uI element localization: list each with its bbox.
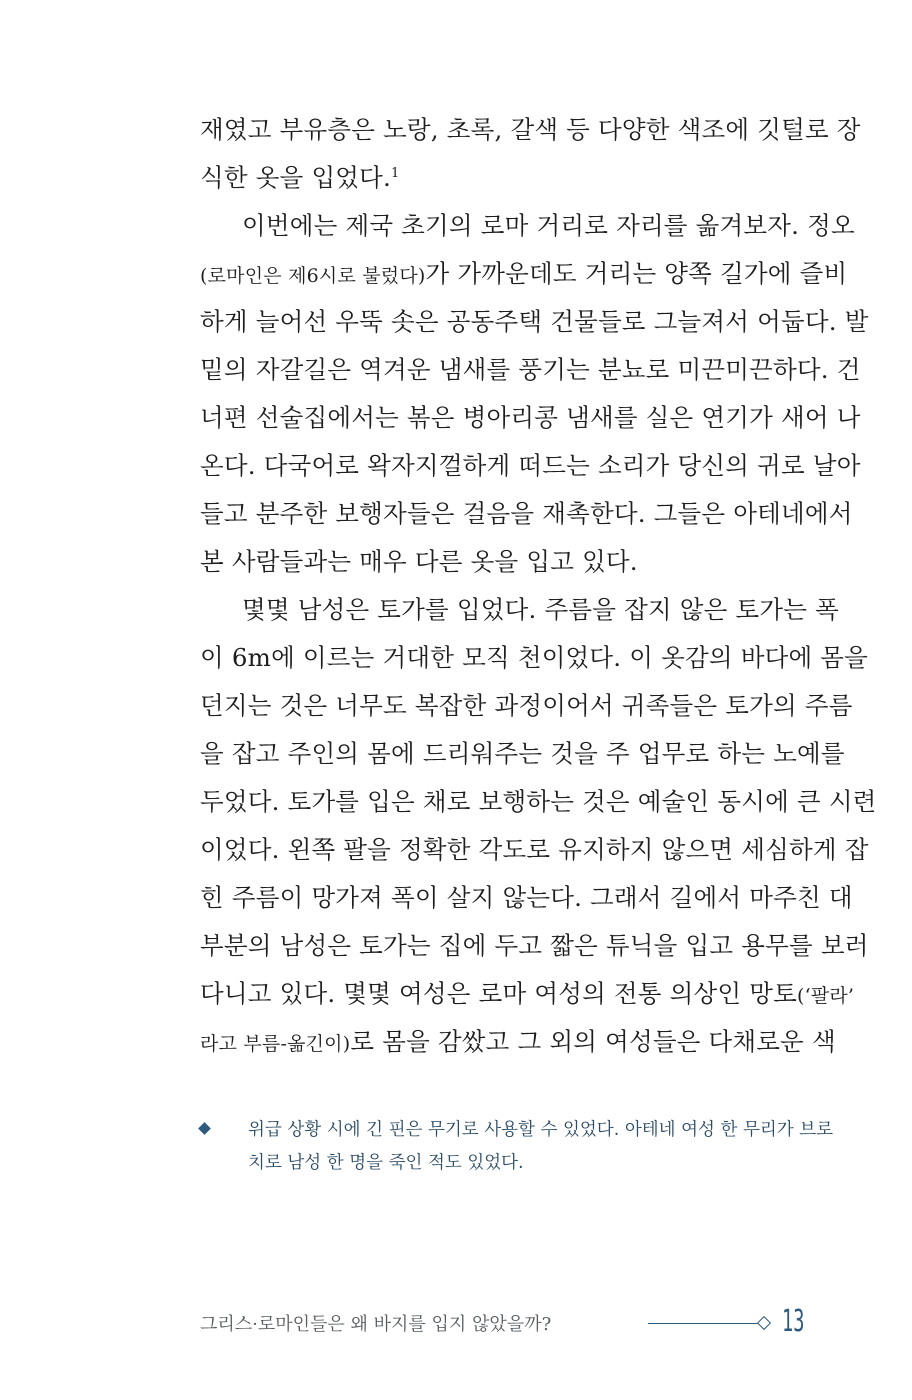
text-line: 본 사람들과는 매우 다른 옷을 입고 있다.: [200, 547, 638, 576]
diamond-bullet-icon: [198, 1122, 211, 1135]
footer-rule: [648, 1323, 758, 1324]
text-line: 온다. 다국어로 왁자지껄하게 떠드는 소리가 당신의 귀로 날아: [200, 451, 861, 480]
page-number: 13: [782, 1304, 805, 1339]
text-line: 두었다. 토가를 입은 채로 보행하는 것은 예술인 동시에 큰 시련: [200, 787, 877, 816]
text-line: 힌 주름이 망가져 폭이 살지 않는다. 그래서 길에서 마주친 대: [200, 883, 853, 912]
parenthetical-note: (로마인은 제6시로 불렀다): [200, 265, 426, 287]
text-line: 던지는 것은 너무도 복잡한 과정이어서 귀족들은 토가의 주름: [200, 691, 853, 720]
text-line: (로마인은 제6시로 불렀다)가 가까운데도 거리는 양쪽 길가에 즐비: [200, 259, 848, 288]
text-line: 재였고 부유층은 노랑, 초록, 갈색 등 다양한 색조에 깃털로 장: [200, 115, 861, 144]
text-line: 이었다. 왼쪽 팔을 정확한 각도로 유지하지 않으면 세심하게 잡: [200, 835, 869, 864]
text-line: 식한 옷을 입었다.$^1$: [200, 163, 400, 192]
footnote-line: 치로 남성 한 명을 죽인 적도 있었다.: [248, 1153, 524, 1173]
text-line: 몇몇 남성은 토가를 입었다. 주름을 잡지 않은 토가는 폭: [242, 595, 839, 624]
text-line: 라고 부름-옮긴이)로 몸을 감쌌고 그 외의 여성들은 다채로운 색: [200, 1027, 836, 1056]
text-line: 다니고 있다. 몇몇 여성은 로마 여성의 전통 의상인 망토(‘팔라’: [200, 979, 855, 1008]
text-line: 부분의 남성은 토가는 집에 두고 짧은 튜닉을 입고 용무를 보러: [200, 931, 869, 960]
text-line: 하게 늘어선 우뚝 솟은 공동주택 건물들로 그늘져서 어둡다. 발: [200, 307, 869, 336]
footnote-line: 위급 상황 시에 긴 핀은 무기로 사용할 수 있었다. 아테네 여성 한 무리가 브로: [248, 1120, 834, 1140]
body-text: [200, 106, 877, 1066]
parenthetical-note: 라고 부름-옮긴이): [200, 1033, 351, 1055]
page-footer: [200, 1302, 812, 1342]
footnote-reference: 1: [391, 165, 400, 181]
text-line: 밑의 자갈길은 역겨운 냄새를 풍기는 분뇨로 미끈미끈하다. 건: [200, 355, 861, 384]
text-line: 들고 분주한 보행자들은 걸음을 재촉한다. 그들은 아테네에서: [200, 499, 853, 528]
text-line: 이번에는 제국 초기의 로마 거리로 자리를 옮겨보자. 정오: [242, 211, 855, 240]
text-line: 이 6m에 이르는 거대한 모직 천이었다. 이 옷감의 바다에 몸을: [200, 643, 869, 672]
parenthetical-note: (‘팔라’: [796, 985, 855, 1007]
text-line: 너편 선술집에서는 볶은 병아리콩 냄새를 실은 연기가 새어 나: [200, 403, 861, 432]
running-title: 그리스·로마인들은 왜 바지를 입지 않았을까?: [200, 1314, 552, 1335]
text-line: 을 잡고 주인의 몸에 드리워주는 것을 주 업무로 하는 노예를: [200, 739, 845, 768]
diamond-outline-icon: [757, 1316, 771, 1330]
